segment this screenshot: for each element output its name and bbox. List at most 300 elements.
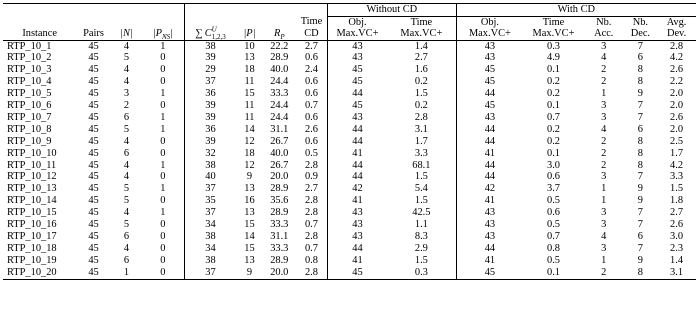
n-cell: 6 bbox=[123, 254, 130, 266]
sum-c-cell: 32 bbox=[205, 147, 216, 159]
rp-cell: 31.1 bbox=[270, 231, 289, 242]
pairs-cell: 45 bbox=[88, 207, 99, 219]
instance-cell: RTP_10_16 bbox=[7, 219, 57, 231]
table-row bbox=[3, 267, 696, 279]
sum-c-cell: 37 bbox=[205, 76, 216, 88]
nb-acc-cell: 3 bbox=[601, 111, 607, 123]
pns-cell: 0 bbox=[142, 171, 184, 183]
nb-dec-cell: 8 bbox=[624, 267, 657, 279]
n-cell: 3 bbox=[123, 88, 130, 100]
pns-cell: 0 bbox=[142, 64, 184, 76]
instance-cell: RTP_10_2 bbox=[7, 52, 52, 64]
wo-obj-cell: 43 bbox=[327, 112, 387, 124]
w-time-cell: 3.7 bbox=[547, 183, 560, 195]
nb-acc-cell: 3 bbox=[601, 100, 607, 112]
w-obj-cell: 43 bbox=[456, 219, 523, 231]
w-obj-cell: 41 bbox=[456, 255, 523, 267]
p-cell: 15 bbox=[244, 242, 255, 254]
w-time-header-top: Time bbox=[542, 16, 565, 28]
instance-cell: RTP_10_12 bbox=[7, 171, 57, 183]
pns-cell: 0 bbox=[142, 231, 184, 243]
wo-obj-cell: 45 bbox=[327, 100, 387, 112]
w-time-cell: 0.6 bbox=[547, 171, 560, 183]
table-header bbox=[3, 4, 696, 41]
pns-cell: 0 bbox=[142, 100, 184, 112]
time-cd-cell: 0.7 bbox=[304, 242, 318, 254]
table-row bbox=[3, 64, 696, 76]
sum-c-cell: 39 bbox=[205, 100, 216, 112]
time-cd-cell: 0.8 bbox=[304, 254, 318, 266]
pns-cell: 0 bbox=[142, 243, 184, 255]
n-cell: 4 bbox=[123, 159, 130, 171]
avg-dev-cell: 4.2 bbox=[670, 159, 684, 171]
time-cd-cell: 0.9 bbox=[304, 171, 318, 183]
wo-time-cell: 42.5 bbox=[412, 207, 431, 219]
p-cell: 9 bbox=[246, 171, 253, 183]
p-cell: 12 bbox=[244, 159, 255, 171]
w-time-cell: 0.2 bbox=[547, 76, 560, 88]
results-table-container bbox=[3, 3, 696, 280]
nb-dec-cell: 7 bbox=[637, 219, 643, 231]
sum-c-header: ∑ $C^U_{1,2,3}$ bbox=[184, 28, 236, 40]
table-row bbox=[3, 76, 696, 88]
n-cell: 5 bbox=[123, 52, 130, 64]
w-time-cell: 0.5 bbox=[547, 195, 560, 207]
wo-time-cell: 1.5 bbox=[414, 171, 428, 183]
p-cell: 14 bbox=[244, 123, 255, 135]
w-obj-cell: 44 bbox=[456, 136, 523, 148]
pns-cell: 0 bbox=[142, 219, 184, 231]
p-cell: 9 bbox=[236, 267, 262, 279]
table-row bbox=[3, 136, 696, 148]
avg-dev-cell: 3.1 bbox=[657, 267, 696, 279]
pairs-cell: 45 bbox=[88, 123, 99, 135]
time-cd-cell: 2.6 bbox=[304, 123, 318, 135]
instance-cell: RTP_10_4 bbox=[7, 76, 52, 88]
table-row bbox=[3, 207, 696, 219]
sum-c-cell: 39 bbox=[205, 111, 216, 123]
avg-dev-cell: 2.3 bbox=[670, 242, 684, 254]
w-time-cell: 0.2 bbox=[547, 123, 560, 135]
w-time-cell: 0.1 bbox=[547, 64, 560, 76]
avg-dev-cell: 1.4 bbox=[670, 254, 684, 266]
w-obj-cell: 43 bbox=[456, 112, 523, 124]
avg-dev-header-bottom: Dev. bbox=[657, 28, 696, 40]
avg-dev-cell: 1.5 bbox=[670, 183, 684, 195]
time-cd-cell: 2.7 bbox=[304, 183, 318, 195]
rp-cell: 31.1 bbox=[270, 123, 289, 135]
rp-cell: 35.6 bbox=[270, 195, 289, 207]
sum-c-cell: 34 bbox=[205, 242, 216, 254]
nb-acc-cell: 4 bbox=[601, 123, 607, 135]
time-cd-cell: 2.8 bbox=[304, 207, 318, 219]
n-cell: 2 bbox=[123, 100, 130, 112]
table-row bbox=[3, 160, 696, 172]
results-table bbox=[3, 3, 696, 280]
instance-cell: RTP_10_5 bbox=[7, 88, 52, 100]
w-obj-cell: 45 bbox=[456, 64, 523, 76]
wo-obj-cell: 43 bbox=[327, 40, 387, 52]
w-time-cell: 0.7 bbox=[547, 111, 560, 123]
wo-time-cell: 1.6 bbox=[414, 64, 428, 76]
wo-time-cell: 1.1 bbox=[414, 219, 428, 231]
w-obj-cell: 43 bbox=[456, 207, 523, 219]
time-cd-cell: 0.5 bbox=[304, 147, 318, 159]
sum-c-cell: 39 bbox=[205, 135, 216, 147]
table-row bbox=[3, 243, 696, 255]
wo-time-cell: 2.8 bbox=[414, 111, 428, 123]
wo-time-cell: 2.9 bbox=[414, 242, 428, 254]
time-cd-cell: 2.7 bbox=[304, 40, 318, 52]
table-row bbox=[3, 112, 696, 124]
nb-acc-cell: 2 bbox=[601, 76, 607, 88]
p-cell: 10 bbox=[244, 40, 255, 52]
p-cell: 11 bbox=[244, 100, 255, 112]
n-cell: 4 bbox=[123, 64, 130, 76]
instance-cell: RTP_10_3 bbox=[7, 64, 52, 76]
with-cd-header: With CD bbox=[456, 4, 696, 17]
p-cell: 11 bbox=[244, 111, 255, 123]
table-row bbox=[3, 148, 696, 160]
nb-acc-cell: 1 bbox=[601, 183, 607, 195]
w-obj-header-top: Obj. bbox=[456, 16, 523, 28]
nb-acc-header-bottom: Acc. bbox=[584, 28, 624, 40]
w-obj-cell: 43 bbox=[456, 231, 523, 243]
instance-cell: RTP_10_9 bbox=[7, 135, 52, 147]
pns-cell: 0 bbox=[142, 52, 184, 64]
w-time-cell: 0.1 bbox=[547, 100, 560, 112]
avg-dev-cell: 2.6 bbox=[670, 64, 684, 76]
rp-cell: 28.9 bbox=[270, 207, 289, 219]
table-row bbox=[3, 40, 696, 52]
wo-time-cell: 0.3 bbox=[387, 267, 456, 279]
nb-dec-header-top: Nb. bbox=[632, 16, 649, 28]
instance-cell: RTP_10_8 bbox=[7, 123, 52, 135]
p-cell: 18 bbox=[244, 64, 255, 76]
pairs-cell: 45 bbox=[88, 171, 99, 183]
table-row bbox=[3, 171, 696, 183]
rp-cell: 20.0 bbox=[270, 171, 289, 183]
n-cell: 1 bbox=[111, 267, 142, 279]
nb-dec-cell: 9 bbox=[637, 88, 643, 100]
instance-cell: RTP_10_11 bbox=[7, 159, 57, 171]
w-time-header-bottom: Max.VC+ bbox=[523, 28, 584, 40]
p-cell: 12 bbox=[244, 135, 255, 147]
wo-obj-cell: 41 bbox=[327, 148, 387, 160]
pns-cell: 0 bbox=[142, 136, 184, 148]
avg-dev-cell: 2.7 bbox=[670, 207, 684, 219]
w-time-cell: 0.3 bbox=[547, 40, 560, 52]
table-row bbox=[3, 255, 696, 267]
table-row bbox=[3, 183, 696, 195]
nb-dec-cell: 8 bbox=[637, 76, 643, 88]
avg-dev-cell: 2.2 bbox=[670, 76, 684, 88]
rp-cell: 33.3 bbox=[270, 88, 289, 100]
instance-cell: RTP_10_17 bbox=[7, 231, 57, 242]
w-obj-cell: 44 bbox=[456, 124, 523, 136]
nb-dec-cell: 7 bbox=[637, 100, 643, 112]
p-cell: 13 bbox=[244, 52, 255, 64]
nb-acc-cell: 3 bbox=[601, 40, 607, 52]
rp-cell: 28.9 bbox=[270, 183, 289, 195]
pairs-cell: 45 bbox=[88, 100, 99, 112]
avg-dev-cell: 2.0 bbox=[670, 88, 684, 100]
wo-obj-cell: 41 bbox=[327, 255, 387, 267]
instance-cell: RTP_10_18 bbox=[7, 242, 57, 254]
wo-time-cell: 3.1 bbox=[414, 123, 428, 135]
nb-acc-cell: 1 bbox=[601, 88, 607, 100]
table-row bbox=[3, 52, 696, 64]
w-time-cell: 0.1 bbox=[547, 147, 560, 159]
n-cell: 5 bbox=[123, 183, 130, 195]
rp-header: $R_P$ bbox=[263, 28, 296, 40]
sum-c-cell: 35 bbox=[205, 195, 216, 207]
wo-time-header-top: Time bbox=[410, 16, 433, 28]
pairs-cell: 45 bbox=[88, 64, 99, 76]
nb-dec-cell: 8 bbox=[637, 147, 643, 159]
wo-time-cell: 1.7 bbox=[414, 135, 428, 147]
instance-cell: RTP_10_19 bbox=[7, 254, 57, 266]
rp-cell: 24.4 bbox=[270, 100, 289, 112]
wo-obj-cell: 44 bbox=[327, 171, 387, 183]
wo-obj-header-top: Obj. bbox=[327, 16, 387, 28]
nb-acc-cell: 3 bbox=[601, 242, 607, 254]
rp-cell: 20.0 bbox=[263, 267, 296, 279]
wo-time-header-bottom: Max.VC+ bbox=[387, 28, 456, 40]
wo-obj-cell: 43 bbox=[327, 52, 387, 64]
wo-obj-cell: 44 bbox=[327, 136, 387, 148]
wo-obj-cell: 44 bbox=[327, 160, 387, 172]
instance-cell: RTP_10_20 bbox=[3, 267, 76, 279]
n-cell: 5 bbox=[123, 195, 130, 207]
w-obj-cell: 44 bbox=[456, 171, 523, 183]
wo-obj-cell: 41 bbox=[327, 195, 387, 207]
nb-dec-header-bottom: Dec. bbox=[624, 28, 657, 40]
nb-dec-cell: 7 bbox=[637, 242, 643, 254]
time-cd-header-bottom: CD bbox=[296, 28, 327, 40]
time-cd-cell: 0.6 bbox=[304, 135, 318, 147]
pairs-cell: 45 bbox=[88, 219, 99, 231]
sum-c-cell: 29 bbox=[205, 64, 216, 76]
pns-cell: 0 bbox=[142, 195, 184, 207]
w-time-cell: 0.6 bbox=[547, 207, 560, 219]
instance-cell: RTP_10_7 bbox=[7, 111, 52, 123]
nb-acc-cell: 2 bbox=[584, 267, 624, 279]
time-cd-cell: 0.6 bbox=[304, 88, 318, 100]
rp-cell: 26.7 bbox=[270, 135, 289, 147]
pns-cell: 1 bbox=[142, 124, 184, 136]
w-time-cell: 3.0 bbox=[547, 159, 560, 171]
pns-cell: 0 bbox=[142, 148, 184, 160]
nb-dec-cell: 8 bbox=[637, 64, 643, 76]
p-header: |P| bbox=[236, 28, 262, 40]
avg-dev-cell: 2.6 bbox=[670, 219, 684, 231]
without-cd-header: Without CD bbox=[327, 4, 456, 17]
pairs-cell: 45 bbox=[76, 267, 111, 279]
wo-obj-cell: 45 bbox=[327, 64, 387, 76]
pairs-cell: 45 bbox=[88, 147, 99, 159]
nb-dec-cell: 9 bbox=[637, 195, 643, 207]
sum-c-cell: 38 bbox=[205, 159, 216, 171]
sum-c-cell: 40 bbox=[205, 171, 216, 183]
w-time-cell: 0.8 bbox=[547, 242, 560, 254]
wo-time-cell: 2.7 bbox=[414, 52, 428, 64]
table-row bbox=[3, 100, 696, 112]
rp-cell: 24.4 bbox=[270, 76, 289, 88]
time-cd-cell: 2.4 bbox=[304, 64, 318, 76]
instance-cell: RTP_10_1 bbox=[7, 40, 52, 52]
avg-dev-cell: 2.0 bbox=[670, 100, 684, 112]
n-cell: 4 bbox=[123, 242, 130, 254]
n-header: |N| bbox=[111, 28, 142, 40]
w-time-cell: 0.5 bbox=[547, 254, 560, 266]
nb-dec-cell: 8 bbox=[637, 135, 643, 147]
wo-time-cell: 0.2 bbox=[414, 76, 428, 88]
sum-c-cell: 37 bbox=[205, 207, 216, 219]
avg-dev-header-top: Avg. bbox=[666, 16, 687, 28]
n-cell: 4 bbox=[123, 171, 130, 183]
nb-dec-cell: 7 bbox=[637, 171, 643, 183]
w-time-cell: 0.2 bbox=[547, 135, 560, 147]
w-obj-cell: 45 bbox=[456, 267, 523, 279]
pns-cell: 0 bbox=[142, 76, 184, 88]
pairs-cell: 45 bbox=[88, 52, 99, 64]
avg-dev-cell: 2.8 bbox=[670, 40, 684, 52]
time-cd-cell: 2.8 bbox=[304, 159, 318, 171]
nb-acc-cell: 3 bbox=[601, 171, 607, 183]
sum-c-cell: 36 bbox=[205, 123, 216, 135]
n-cell: 6 bbox=[123, 111, 130, 123]
pairs-cell: 45 bbox=[88, 195, 99, 207]
p-cell: 14 bbox=[244, 231, 255, 242]
nb-acc-cell: 2 bbox=[601, 64, 607, 76]
instance-cell: RTP_10_14 bbox=[7, 195, 57, 207]
n-cell: 4 bbox=[123, 40, 130, 52]
pns-cell: 1 bbox=[142, 88, 184, 100]
p-cell: 15 bbox=[244, 88, 255, 100]
wo-obj-cell: 45 bbox=[327, 267, 387, 279]
n-cell: 6 bbox=[123, 231, 130, 242]
nb-dec-cell: 7 bbox=[637, 207, 643, 219]
pairs-cell: 45 bbox=[88, 159, 99, 171]
rp-cell: 40.0 bbox=[270, 64, 289, 76]
w-obj-cell: 43 bbox=[456, 40, 523, 52]
pairs-cell: 45 bbox=[88, 231, 99, 242]
w-time-cell: 0.7 bbox=[547, 231, 560, 242]
pairs-cell: 45 bbox=[88, 183, 99, 195]
w-time-cell: 0.5 bbox=[547, 219, 560, 231]
rp-cell: 33.3 bbox=[270, 242, 289, 254]
instance-cell: RTP_10_10 bbox=[7, 147, 57, 159]
sum-c-cell: 38 bbox=[205, 231, 216, 242]
time-cd-cell: 0.6 bbox=[304, 52, 318, 64]
sum-c-cell: 36 bbox=[205, 88, 216, 100]
wo-time-cell: 1.4 bbox=[414, 40, 428, 52]
n-cell: 4 bbox=[123, 207, 130, 219]
rp-cell: 22.2 bbox=[270, 40, 289, 52]
w-obj-cell: 45 bbox=[456, 100, 523, 112]
p-cell: 13 bbox=[244, 207, 255, 219]
time-cd-header-top: Time bbox=[300, 16, 323, 28]
wo-time-cell: 1.5 bbox=[414, 88, 428, 100]
pairs-cell: 45 bbox=[88, 111, 99, 123]
avg-dev-cell: 3.0 bbox=[670, 231, 684, 242]
n-cell: 4 bbox=[123, 135, 130, 147]
wo-obj-header-bottom: Max.VC+ bbox=[327, 28, 387, 40]
time-cd-cell: 0.7 bbox=[304, 100, 318, 112]
sum-c-cell: 38 bbox=[205, 254, 216, 266]
w-obj-cell: 45 bbox=[456, 76, 523, 88]
instance-header: Instance bbox=[3, 28, 76, 40]
time-cd-cell: 0.6 bbox=[304, 111, 318, 123]
sum-c-cell: 38 bbox=[205, 40, 216, 52]
pairs-cell: 45 bbox=[88, 254, 99, 266]
w-obj-cell: 44 bbox=[456, 88, 523, 100]
w-obj-cell: 42 bbox=[456, 183, 523, 195]
avg-dev-cell: 4.2 bbox=[670, 52, 684, 64]
nb-acc-cell: 1 bbox=[601, 254, 607, 266]
w-obj-header-bottom: Max.VC+ bbox=[456, 28, 523, 40]
nb-dec-cell: 6 bbox=[637, 231, 643, 242]
table-row bbox=[3, 219, 696, 231]
nb-acc-cell: 4 bbox=[601, 231, 607, 242]
pns-cell: 0 bbox=[142, 267, 184, 279]
n-cell: 4 bbox=[123, 76, 130, 88]
rp-cell: 28.9 bbox=[270, 52, 289, 64]
nb-acc-cell: 3 bbox=[601, 219, 607, 231]
sum-c-cell: 34 bbox=[205, 219, 216, 231]
header-row-top bbox=[3, 16, 696, 28]
w-time-cell: 0.2 bbox=[547, 88, 560, 100]
sum-c-cell: 37 bbox=[184, 267, 236, 279]
avg-dev-cell: 2.0 bbox=[670, 123, 684, 135]
p-cell: 15 bbox=[244, 219, 255, 231]
n-cell: 5 bbox=[123, 219, 130, 231]
pns-cell: 1 bbox=[142, 40, 184, 52]
pairs-cell: 45 bbox=[88, 135, 99, 147]
table-row bbox=[3, 88, 696, 100]
nb-acc-cell: 4 bbox=[601, 52, 607, 64]
avg-dev-cell: 3.3 bbox=[670, 171, 684, 183]
pns-cell: 1 bbox=[142, 183, 184, 195]
nb-dec-cell: 8 bbox=[637, 159, 643, 171]
wo-obj-cell: 43 bbox=[327, 231, 387, 243]
p-cell: 11 bbox=[244, 76, 255, 88]
pairs-cell: 45 bbox=[88, 40, 99, 52]
time-cd-cell: 2.8 bbox=[296, 267, 327, 279]
p-cell: 13 bbox=[244, 254, 255, 266]
nb-dec-cell: 9 bbox=[637, 183, 643, 195]
avg-dev-cell: 1.8 bbox=[670, 195, 684, 207]
w-obj-cell: 44 bbox=[456, 160, 523, 172]
w-time-cell: 4.9 bbox=[547, 52, 560, 64]
time-cd-cell: 2.8 bbox=[304, 231, 318, 242]
pns-header: $|P_{NS}|$ bbox=[142, 28, 184, 40]
pairs-cell: 45 bbox=[88, 242, 99, 254]
wo-time-cell: 8.3 bbox=[414, 231, 428, 242]
wo-time-cell: 1.5 bbox=[414, 195, 428, 207]
group-header-row bbox=[3, 4, 696, 17]
wo-obj-cell: 43 bbox=[327, 207, 387, 219]
instance-cell: RTP_10_15 bbox=[7, 207, 57, 219]
instance-cell: RTP_10_13 bbox=[7, 183, 57, 195]
wo-time-cell: 0.2 bbox=[414, 100, 428, 112]
nb-acc-cell: 2 bbox=[601, 159, 607, 171]
pns-cell: 1 bbox=[142, 160, 184, 172]
wo-time-cell: 1.5 bbox=[414, 254, 428, 266]
nb-dec-cell: 6 bbox=[637, 52, 643, 64]
wo-obj-cell: 44 bbox=[327, 243, 387, 255]
